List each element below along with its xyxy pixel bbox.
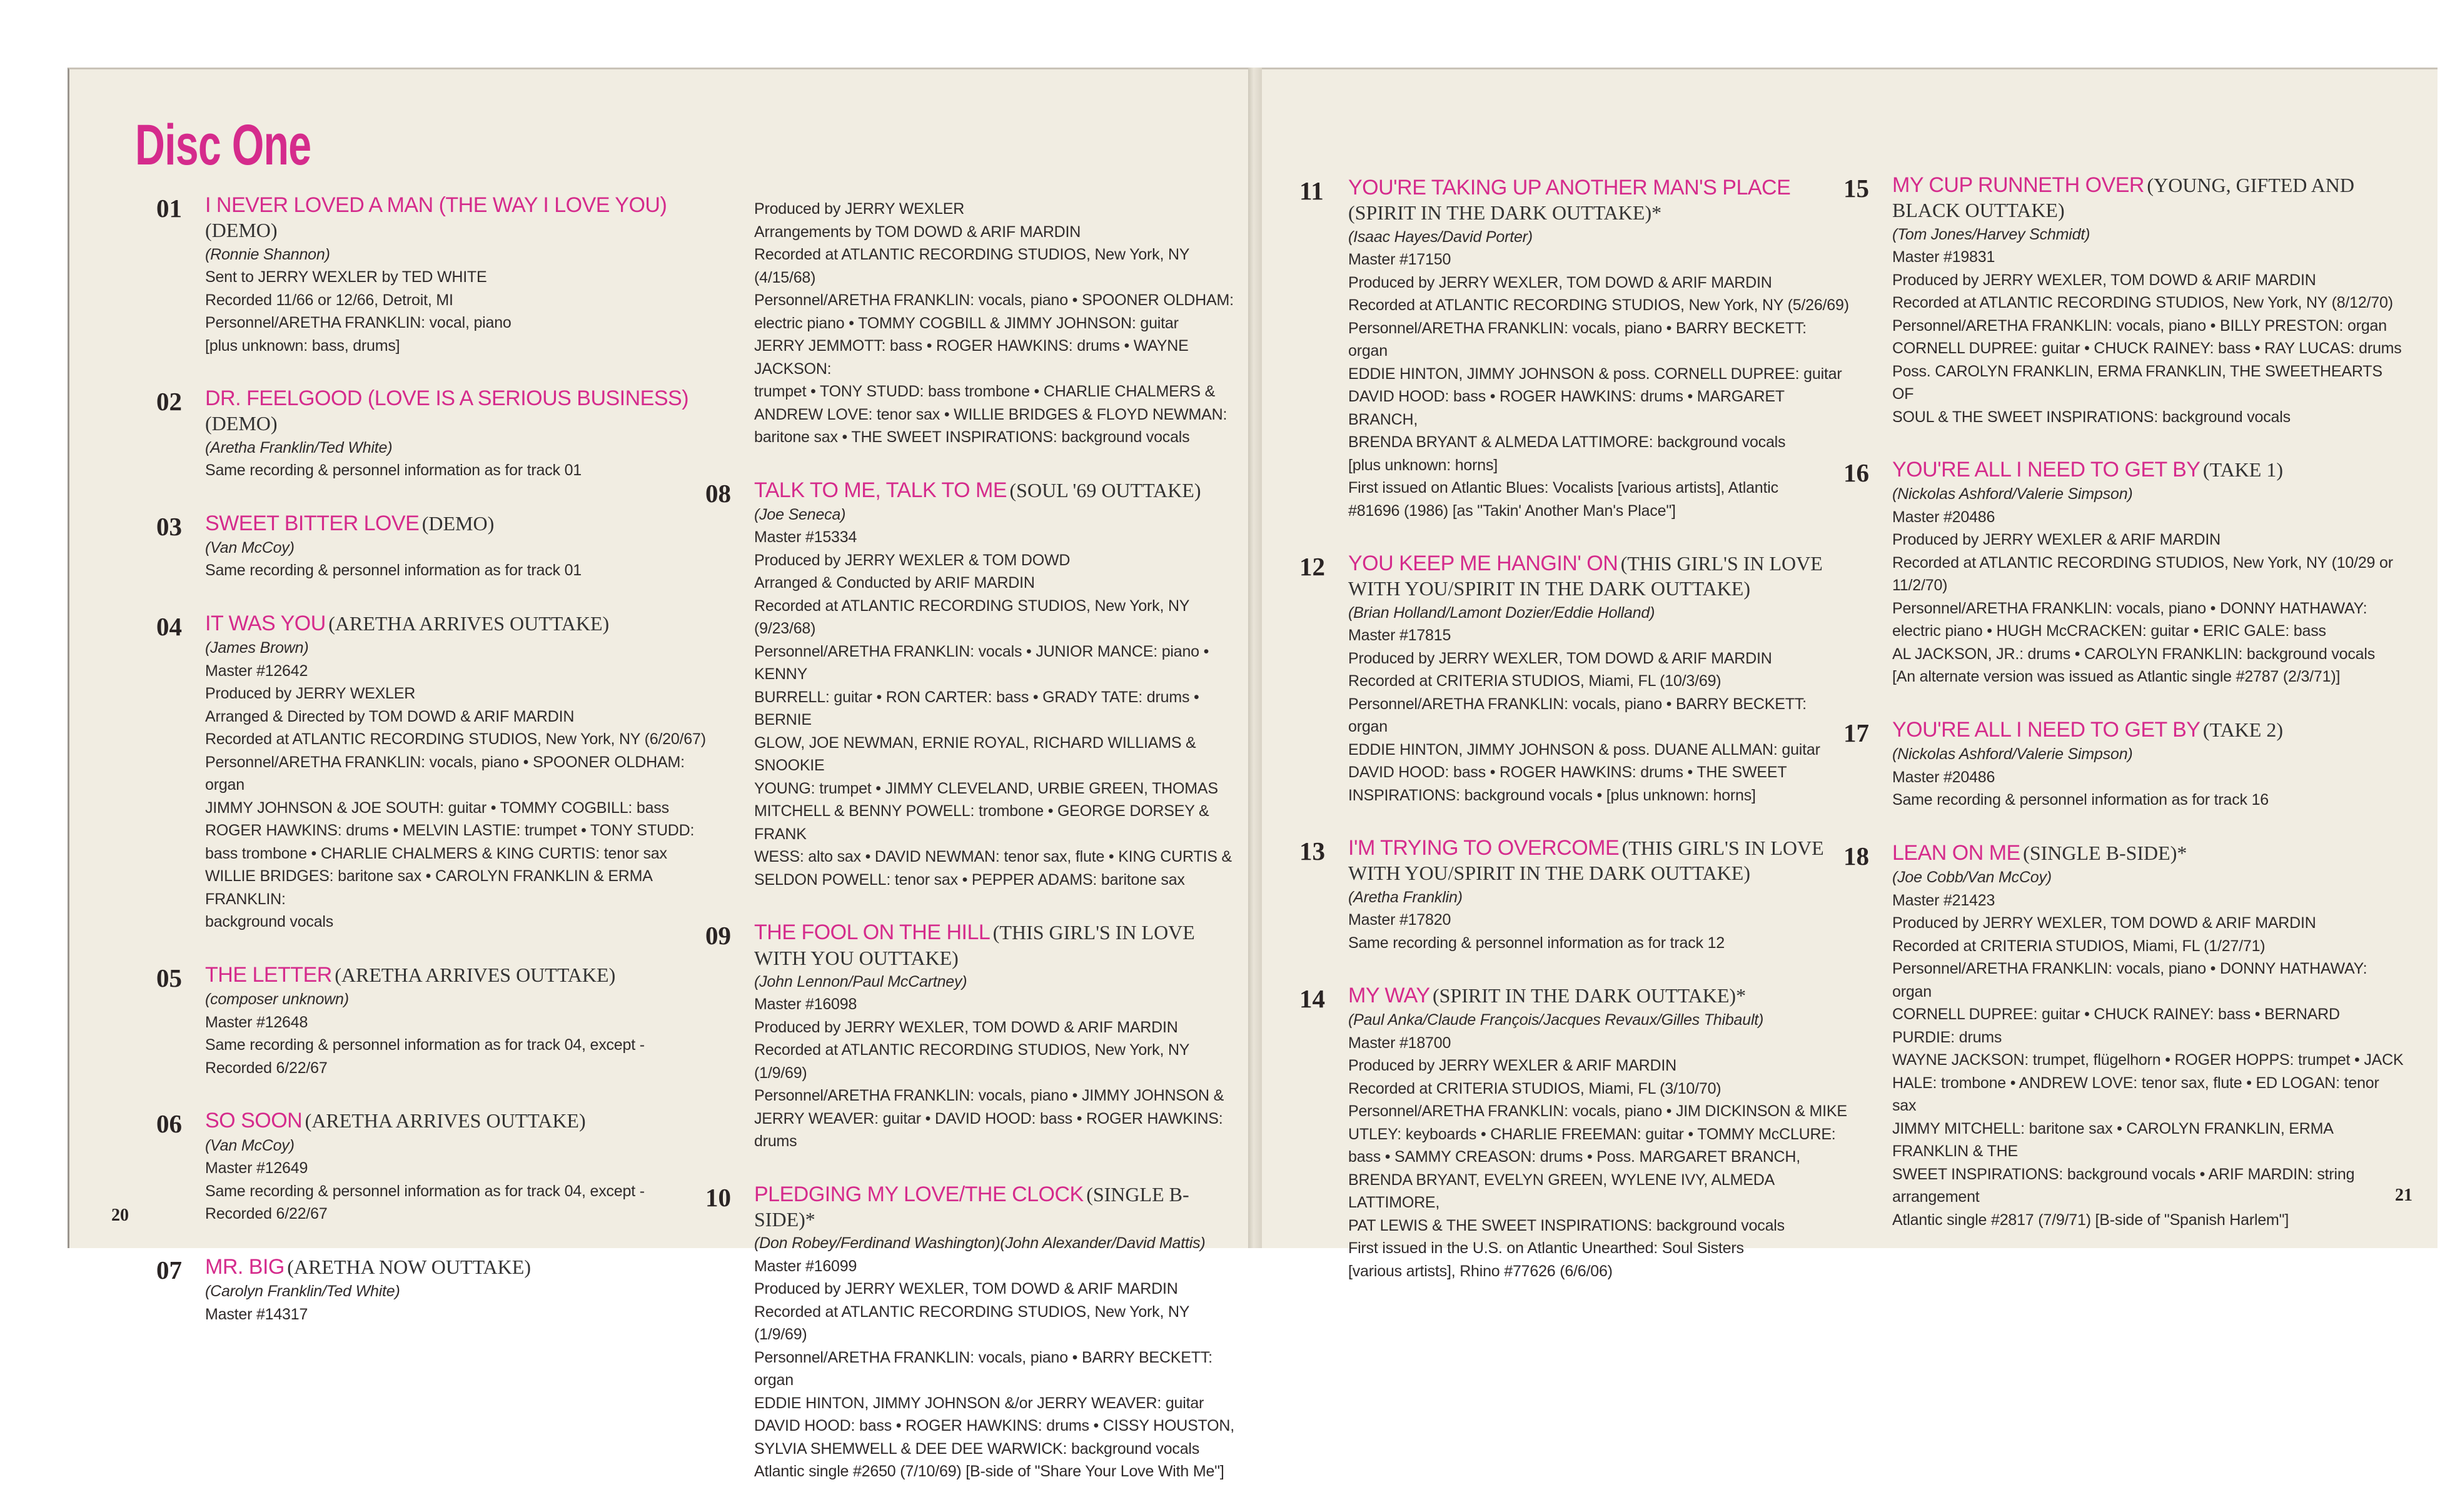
track-heading [1299, 983, 1850, 1013]
disc-title: Disc One [135, 113, 311, 177]
track-credit-line: Recorded at CRITERIA STUDIOS, Miami, FL (3/10/70) [1348, 1079, 1722, 1097]
track-credit-line: [plus unknown: horns] [1348, 456, 1498, 474]
track-credit-line: #81696 (1986) [as "Takin' Another Man's Place"] [1348, 501, 1676, 520]
track-credit-line: Master #19831 [1892, 248, 1995, 266]
page-number-left: 20 [111, 1206, 129, 1225]
track-credit-line: UTLEY: keyboards • CHARLIE FREEMAN: guitar • TOMMY McCLURE: [1348, 1125, 1836, 1143]
track-credit-line: MITCHELL & BENNY POWELL: trombone • GEORGE DORSEY & FRANK [754, 802, 1209, 843]
track-column-1 [156, 193, 707, 1354]
track-title: YOU'RE ALL I NEED TO GET BY [1892, 458, 2201, 481]
track-credit-line: Recorded at ATLANTIC RECORDING STUDIOS, New York, NY (10/29 or 11/2/70) [1892, 553, 2393, 595]
track-number: 04 [156, 612, 182, 641]
track-entry [156, 386, 707, 482]
track-credit-line: Produced by JERRY WEXLER, TOM DOWD & ARIF MARDIN [1348, 649, 1772, 667]
track-credit-line: Produced by JERRY WEXLER, TOM DOWD & ARIF MARDIN [754, 1018, 1178, 1036]
track-composer: (Aretha Franklin/Ted White) [205, 438, 393, 456]
track-credit-line: Master #12642 [205, 662, 308, 680]
track-credit-line: Poss. CAROLYN FRANKLIN, ERMA FRANKLIN, THE SWEETHEARTS OF [1892, 362, 2382, 403]
track-credit-line: Master #20486 [1892, 508, 1995, 526]
track-credit-line: Personnel/ARETHA FRANKLIN: vocals, piano • SPOONER OLDHAM: [754, 291, 1234, 309]
track-credit-line: [An alternate version was issued as Atlantic single #2787 (2/3/71)] [1892, 668, 2341, 686]
track-composer: (Carolyn Franklin/Ted White) [205, 1283, 400, 1301]
track-credit-line: JIMMY JOHNSON & JOE SOUTH: guitar • TOMMY COGBILL: bass [205, 799, 669, 817]
track-heading [1843, 457, 2406, 487]
track-number: 10 [705, 1182, 731, 1212]
track-title: THE FOOL ON THE HILL [754, 920, 991, 945]
track-heading [156, 962, 707, 992]
track-title: YOU'RE ALL I NEED TO GET BY [1892, 717, 2201, 742]
track-heading [156, 386, 707, 436]
track-composer: (John Lennon/Paul McCartney) [754, 972, 967, 990]
track-version: (DEMO) [205, 412, 278, 435]
track-credit-line: SYLVIA SHEMWELL & DEE DEE WARWICK: background vocals [754, 1439, 1200, 1458]
track-credit-line: CORNELL DUPREE: guitar • CHUCK RAINEY: bass • BERNARD PURDIE: drums [1892, 1005, 2340, 1046]
track-title: TALK TO ME, TALK TO ME [754, 478, 1007, 502]
track-version: (THIS GIRL'S IN LOVE WITH YOU/SPIRIT IN THE DARK OUTTAKE) [1348, 552, 1823, 600]
track-entry [156, 611, 707, 934]
track-entry [1299, 551, 1850, 807]
track-credit-line: BRENDA BRYANT, EVELYN GREEN, WYLENE IVY, ALMEDA LATTIMORE, [1348, 1171, 1774, 1212]
track-credit-line: Produced by JERRY WEXLER, TOM DOWD & ARIF MARDIN [1892, 914, 2316, 932]
track-credit-line: Recorded 11/66 or 12/66, Detroit, MI [205, 291, 453, 309]
track-version: (SOUL '69 OUTTAKE) [1009, 478, 1201, 501]
track-credit-line: Produced by JERRY WEXLER [754, 200, 965, 218]
track-heading [156, 1108, 707, 1139]
track-heading [1843, 840, 2406, 870]
track-entry [705, 198, 1243, 449]
track-title: SWEET BITTER LOVE [205, 511, 420, 535]
track-number: 09 [705, 921, 731, 950]
track-number: 07 [156, 1255, 182, 1284]
track-credit-line: Personnel/ARETHA FRANKLIN: vocals, piano • BARRY BECKETT: organ [1348, 695, 1807, 735]
track-entry [705, 478, 1243, 892]
track-entry [156, 962, 707, 1079]
track-version: (THIS GIRL'S IN LOVE WITH YOU/SPIRIT IN THE DARK OUTTAKE) [1348, 837, 1824, 885]
track-credit-line: trumpet • TONY STUDD: bass trombone • CHARLIE CHALMERS & [754, 383, 1216, 400]
track-credit-line: WESS: alto sax • DAVID NEWMAN: tenor sax, flute • KING CURTIS & [754, 848, 1232, 866]
track-credit-line: First issued in the U.S. on Atlantic Unearthed: Soul Sisters [1348, 1239, 1744, 1257]
track-heading [1299, 835, 1850, 886]
track-credit-line: Same recording & personnel information as for track 04, except - [205, 1182, 645, 1200]
track-credit-line: SOUL & THE SWEET INSPIRATIONS: background vocals [1892, 408, 2291, 426]
track-heading [1299, 551, 1850, 602]
track-credit-line: YOUNG: trumpet • JIMMY CLEVELAND, URBIE GREEN, THOMAS [754, 779, 1218, 797]
track-title: SO SOON [205, 1109, 303, 1133]
track-entry [1843, 840, 2406, 1231]
track-version: (SPIRIT IN THE DARK OUTTAKE)* [1348, 201, 1662, 224]
track-title: MY CUP RUNNETH OVER [1892, 173, 2144, 197]
track-number: 02 [156, 387, 182, 416]
track-entry [156, 1108, 707, 1225]
track-credit-line: electric piano • TOMMY COGBILL & JIMMY JOHNSON: guitar [754, 314, 1179, 332]
track-credit-line: Recorded 6/22/67 [205, 1205, 328, 1223]
track-credit-line: EDDIE HINTON, JIMMY JOHNSON &/or JERRY WEAVER: guitar [754, 1394, 1204, 1412]
track-version: (SINGLE B-SIDE)* [754, 1182, 1189, 1231]
track-credit-line: baritone sax • THE SWEET INSPIRATIONS: background vocals [754, 428, 1190, 446]
track-title: MY WAY [1348, 984, 1430, 1007]
track-credit-line: Same recording & personnel information as for track 12 [1348, 934, 1725, 952]
track-heading [1843, 717, 2406, 747]
track-number: 16 [1843, 458, 1869, 487]
track-version: (DEMO) [421, 512, 495, 535]
track-composer: (Isaac Hayes/David Porter) [1348, 228, 1533, 246]
track-entry [156, 511, 707, 582]
track-credit-line: Produced by JERRY WEXLER, TOM DOWD & ARIF MARDIN [1348, 273, 1772, 291]
track-number: 08 [705, 478, 731, 508]
track-version: (ARETHA ARRIVES OUTTAKE) [335, 963, 616, 986]
track-credit-line: SELDON POWELL: tenor sax • PEPPER ADAMS: baritone sax [754, 870, 1185, 889]
track-heading [156, 611, 707, 641]
track-credit-line: AL JACKSON, JR.: drums • CAROLYN FRANKLIN: background vocals [1892, 645, 2375, 663]
track-entry [705, 1182, 1243, 1483]
track-credit-line: electric piano • HUGH McCRACKEN: guitar • ERIC GALE: bass [1892, 622, 2326, 640]
track-title: DR. FEELGOOD (LOVE IS A SERIOUS BUSINESS) [205, 386, 689, 410]
track-title: MR. BIG [205, 1254, 285, 1279]
track-credit-line: Produced by JERRY WEXLER, TOM DOWD & ARIF MARDIN [754, 1280, 1178, 1298]
track-composer: (Aretha Franklin) [1348, 888, 1463, 906]
track-credit-line: Atlantic single #2817 (7/9/71) [B-side of "Spanish Harlem"] [1892, 1211, 2289, 1229]
track-entry [1299, 983, 1850, 1283]
track-version: (TAKE 1) [2202, 458, 2283, 481]
track-credit-line: INSPIRATIONS: background vocals • [plus unknown: horns] [1348, 786, 1756, 804]
track-number: 06 [156, 1109, 182, 1139]
track-credit-line: bass • SAMMY CREASON: drums • Poss. MARGARET BRANCH, [1348, 1148, 1800, 1166]
track-title: YOU KEEP ME HANGIN' ON [1348, 552, 1618, 575]
track-credit-line: Personnel/ARETHA FRANKLIN: vocals, piano • DONNY HATHAWAY: organ [1892, 960, 2367, 1000]
track-credit-line: Recorded at ATLANTIC RECORDING STUDIOS, New York, NY (1/9/69) [754, 1041, 1189, 1082]
track-version: (THIS GIRL'S IN LOVE WITH YOU OUTTAKE) [754, 921, 1195, 969]
track-credit-line: Personnel/ARETHA FRANKLIN: vocals, piano • JIM DICKINSON & MIKE [1348, 1102, 1847, 1121]
track-credit-line: Produced by JERRY WEXLER & TOM DOWD [754, 551, 1071, 569]
track-credit-line: JERRY JEMMOTT: bass • ROGER HAWKINS: drums • WAYNE JACKSON: [754, 337, 1189, 378]
track-credit-line: Recorded at ATLANTIC RECORDING STUDIOS, New York, NY (6/20/67) [205, 730, 706, 748]
track-title: THE LETTER [205, 962, 332, 987]
track-entry [156, 193, 707, 357]
track-credit-line: Master #20486 [1892, 768, 1995, 786]
track-column-4 [1843, 173, 2406, 1260]
track-credit-line: DAVID HOOD: bass • ROGER HAWKINS: drums • CISSY HOUSTON, [754, 1417, 1235, 1435]
track-credit-line: Personnel/ARETHA FRANKLIN: vocals, piano • SPOONER OLDHAM: organ [205, 753, 685, 794]
track-credit-line: Recorded at ATLANTIC RECORDING STUDIOS, New York, NY (8/12/70) [1892, 294, 2393, 311]
track-column-3 [1299, 175, 1850, 1311]
track-composer: (Nickolas Ashford/Valerie Simpson) [1892, 485, 2133, 503]
track-credit-line: DAVID HOOD: bass • ROGER HAWKINS: drums • THE SWEET [1348, 764, 1787, 781]
track-heading [1299, 175, 1850, 226]
track-credit-line: Master #12648 [205, 1013, 308, 1031]
track-credit-line: DAVID HOOD: bass • ROGER HAWKINS: drums • MARGARET BRANCH, [1348, 388, 1785, 428]
track-credit-line: Same recording & personnel information as for track 01 [205, 461, 582, 479]
track-credit-line: Recorded at ATLANTIC RECORDING STUDIOS, New York, NY (9/23/68) [754, 597, 1189, 638]
track-credit-line: Produced by JERRY WEXLER, TOM DOWD & ARIF MARDIN [1892, 271, 2316, 289]
track-composer: (Van McCoy) [205, 1136, 295, 1154]
track-heading [156, 511, 707, 541]
track-credit-line: Arrangements by TOM DOWD & ARIF MARDIN [754, 223, 1081, 241]
track-credit-line: JIMMY MITCHELL: baritone sax • CAROLYN FRANKLIN, ERMA FRANKLIN & THE [1892, 1119, 2333, 1161]
track-credit-line: ANDREW LOVE: tenor sax • WILLIE BRIDGES & FLOYD NEWMAN: [754, 405, 1228, 423]
track-version: (TAKE 2) [2202, 718, 2283, 741]
track-number: 01 [156, 194, 182, 223]
track-credit-line: bass trombone • CHARLIE CHALMERS & KING CURTIS: tenor sax [205, 844, 667, 862]
track-version: (ARETHA ARRIVES OUTTAKE) [328, 612, 610, 635]
track-composer: (James Brown) [205, 639, 309, 657]
track-credit-line: Master #16098 [754, 995, 857, 1014]
track-credit-line: Personnel/ARETHA FRANKLIN: vocals, piano • BARRY BECKETT: organ [754, 1348, 1212, 1389]
track-composer: (composer unknown) [205, 990, 349, 1009]
track-credit-line: Master #17820 [1348, 911, 1451, 929]
track-credit-line: Same recording & personnel information as for track 01 [205, 562, 582, 580]
track-credit-line: EDDIE HINTON, JIMMY JOHNSON & poss. DUANE ALLMAN: guitar [1348, 740, 1820, 759]
track-entry [1299, 175, 1850, 522]
track-number: 03 [156, 512, 182, 541]
track-entry [156, 1254, 707, 1326]
track-credit-line: Personnel/ARETHA FRANKLIN: vocals, piano • DONNY HATHAWAY: [1892, 599, 2367, 617]
track-version: (SINGLE B-SIDE)* [2023, 841, 2187, 864]
track-credit-line: Personnel/ARETHA FRANKLIN: vocals, piano • BILLY PRESTON: organ [1892, 316, 2387, 335]
track-credit-line: Produced by JERRY WEXLER & ARIF MARDIN [1348, 1057, 1676, 1075]
track-heading [1843, 173, 2406, 223]
track-composer: (Nickolas Ashford/Valerie Simpson) [1892, 745, 2133, 764]
track-number: 05 [156, 963, 182, 992]
track-number: 11 [1299, 176, 1324, 205]
track-credit-line: Master #18700 [1348, 1034, 1451, 1052]
track-credit-line: JERRY WEAVER: guitar • DAVID HOOD: bass • ROGER HAWKINS: drums [754, 1109, 1223, 1151]
track-credit-line: Arranged & Conducted by ARIF MARDIN [754, 574, 1035, 592]
track-credit-line: CORNELL DUPREE: guitar • CHUCK RAINEY: bass • RAY LUCAS: drums [1892, 340, 2402, 357]
track-credit-line: Same recording & personnel information as for track 16 [1892, 791, 2269, 809]
track-credit-line: Recorded at ATLANTIC RECORDING STUDIOS, New York, NY (1/9/69) [754, 1303, 1189, 1344]
track-title: YOU'RE TAKING UP ANOTHER MAN'S PLACE [1348, 176, 1791, 199]
track-credit-line: Arranged & Directed by TOM DOWD & ARIF MARDIN [205, 707, 575, 725]
track-credit-line: Master #14317 [205, 1305, 308, 1323]
track-credit-line: Recorded 6/22/67 [205, 1059, 328, 1077]
track-credit-line: Personnel/ARETHA FRANKLIN: vocals • JUNIOR MANCE: piano • KENNY [754, 642, 1209, 683]
track-entry [1299, 835, 1850, 954]
track-credit-line: ROGER HAWKINS: drums • MELVIN LASTIE: trumpet • TONY STUDD: [205, 822, 695, 840]
track-composer: (Paul Anka/Claude François/Jacques Revaux/Gilles Thibault) [1348, 1011, 1764, 1029]
track-title: I NEVER LOVED A MAN (THE WAY I LOVE YOU) [205, 193, 667, 217]
track-number: 18 [1843, 841, 1869, 870]
track-credit-line: First issued on Atlantic Blues: Vocalists [various artists], Atlantic [1348, 479, 1778, 496]
track-composer: (Van McCoy) [205, 538, 295, 557]
track-credit-line: EDDIE HINTON, JIMMY JOHNSON & poss. CORNELL DUPREE: guitar [1348, 365, 1842, 383]
track-version: (YOUNG, GIFTED AND BLACK OUTTAKE) [1892, 174, 2354, 222]
track-credit-line: Master #17150 [1348, 251, 1451, 268]
track-composer: (Tom Jones/Harvey Schmidt) [1892, 225, 2090, 243]
track-composer: (Ronnie Shannon) [205, 245, 330, 263]
track-credit-line: Personnel/ARETHA FRANKLIN: vocals, piano • BARRY BECKETT: organ [1348, 319, 1807, 360]
track-composer: (Joe Seneca) [754, 505, 846, 523]
track-credit-line: Atlantic single #2650 (7/10/69) [B-side of "Share Your Love With Me"] [754, 1463, 1224, 1481]
track-credit-line: Recorded at CRITERIA STUDIOS, Miami, FL (1/27/71) [1892, 937, 2266, 955]
track-heading [705, 1182, 1243, 1232]
track-credit-line: Master #17815 [1348, 627, 1451, 644]
track-title: LEAN ON ME [1892, 840, 2020, 865]
track-credit-line: Recorded at ATLANTIC RECORDING STUDIOS, New York, NY (4/15/68) [754, 246, 1189, 286]
track-version: (DEMO) [205, 219, 278, 242]
track-number: 13 [1299, 837, 1325, 865]
track-column-2 [705, 198, 1243, 1512]
track-credit-line: Recorded at ATLANTIC RECORDING STUDIOS, New York, NY (5/26/69) [1348, 296, 1849, 314]
track-entry [1843, 457, 2406, 688]
track-credit-line: [plus unknown: bass, drums] [205, 336, 400, 355]
track-credit-line: BURRELL: guitar • RON CARTER: bass • GRADY TATE: drums • BERNIE [754, 688, 1199, 729]
track-number: 17 [1843, 718, 1869, 747]
track-heading [705, 920, 1243, 970]
track-credit-line: WAYNE JACKSON: trumpet, flügelhorn • ROGER HOPPS: trumpet • JACK [1892, 1051, 2404, 1069]
track-number: 12 [1299, 552, 1325, 581]
track-credit-line: background vocals [205, 913, 334, 931]
track-entry [1843, 717, 2406, 812]
track-title: I'M TRYING TO OVERCOME [1348, 836, 1620, 860]
book-spine [1248, 68, 1262, 1248]
track-number: 15 [1843, 174, 1869, 203]
track-credit-line: Same recording & personnel information as for track 04, except - [205, 1036, 645, 1054]
track-title: IT WAS YOU [205, 611, 326, 635]
track-credit-line: Master #21423 [1892, 891, 1995, 909]
track-credit-line: Produced by JERRY WEXLER & ARIF MARDIN [1892, 531, 2221, 549]
page-number-right: 21 [2395, 1186, 2412, 1205]
track-composer: (Brian Holland/Lamont Dozier/Eddie Holland) [1348, 603, 1655, 622]
track-credit-line: Master #16099 [754, 1257, 857, 1275]
track-credit-line: HALE: trombone • ANDREW LOVE: tenor sax, flute • ED LOGAN: tenor sax [1892, 1074, 2379, 1115]
track-credit-line: WILLIE BRIDGES: baritone sax • CAROLYN FRANKLIN & ERMA FRANKLIN: [205, 867, 652, 908]
track-heading [156, 1254, 707, 1284]
track-credit-line: Produced by JERRY WEXLER [205, 685, 416, 703]
track-credit-line: Personnel/ARETHA FRANKLIN: vocal, piano [205, 314, 512, 331]
track-credit-line: Master #12649 [205, 1159, 308, 1177]
track-credit-line: Master #15334 [754, 528, 857, 547]
track-credit-line: SWEET INSPIRATIONS: background vocals • ARIF MARDIN: string arrangement [1892, 1165, 2355, 1206]
track-credit-line: Sent to JERRY WEXLER by TED WHITE [205, 268, 487, 286]
track-title: PLEDGING MY LOVE/THE CLOCK [754, 1182, 1084, 1206]
track-heading [705, 478, 1243, 508]
track-credit-line: [various artists], Rhino #77626 (6/6/06) [1348, 1262, 1613, 1280]
track-credit-line: GLOW, JOE NEWMAN, ERNIE ROYAL, RICHARD WILLIAMS & SNOOKIE [754, 733, 1196, 775]
track-credit-line: Recorded at CRITERIA STUDIOS, Miami, FL (10/3/69) [1348, 672, 1722, 690]
track-composer: (Don Robey/Ferdinand Washington)(John Alexander/David Mattis) [754, 1234, 1206, 1252]
track-version: (ARETHA NOW OUTTAKE) [287, 1255, 531, 1278]
track-version: (SPIRIT IN THE DARK OUTTAKE)* [1432, 984, 1747, 1007]
track-composer: (Joe Cobb/Van McCoy) [1892, 869, 2052, 887]
track-entry [705, 920, 1243, 1153]
track-credit-line: PAT LEWIS & THE SWEET INSPIRATIONS: background vocals [1348, 1216, 1785, 1234]
track-entry [1843, 173, 2406, 428]
track-number: 14 [1299, 984, 1325, 1013]
track-credit-line: Personnel/ARETHA FRANKLIN: vocals, piano • JIMMY JOHNSON & [754, 1087, 1224, 1105]
track-credit-line: BRENDA BRYANT & ALMEDA LATTIMORE: background vocals [1348, 433, 1786, 451]
track-heading [156, 193, 707, 243]
track-version: (ARETHA ARRIVES OUTTAKE) [305, 1109, 586, 1132]
